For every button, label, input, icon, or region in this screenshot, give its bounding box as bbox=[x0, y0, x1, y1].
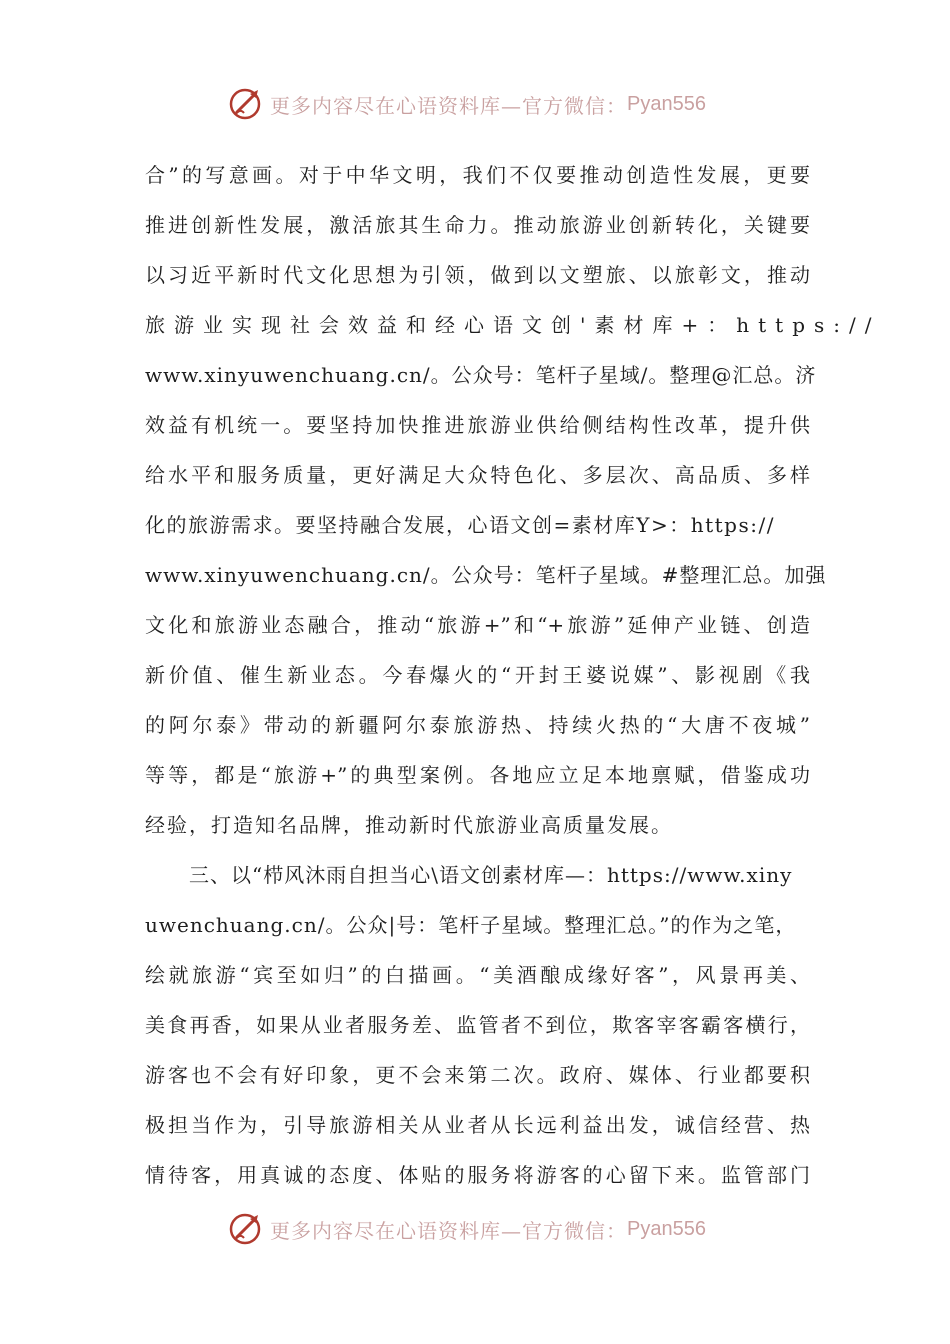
pen-logo-icon bbox=[228, 1211, 264, 1247]
footer-banner bbox=[228, 1207, 748, 1251]
document-body bbox=[145, 150, 881, 1200]
body-line: 等等，都是“旅游+”的典型案例。各地应立足本地禀赋，借鉴成功 bbox=[145, 763, 810, 787]
body-line: 的阿尔泰》带动的新疆阿尔泰旅游热、持续火热的“大唐不夜城” bbox=[145, 713, 810, 737]
pen-logo-icon bbox=[228, 86, 264, 122]
body-line: 情待客，用真诚的态度、体贴的服务将游客的心留下来。监管部门 bbox=[145, 1163, 810, 1187]
body-line: 推进创新性发展，激活旅其生命力。推动旅游业创新转化，关键要 bbox=[145, 213, 810, 237]
body-line: 效益有机统一。要坚持加快推进旅游业供给侧结构性改革，提升供 bbox=[145, 413, 810, 437]
body-line: 新价值、催生新业态。今春爆火的“开封王婆说媒”、影视剧《我 bbox=[145, 663, 810, 687]
header-wechat-id: Pyan556 bbox=[627, 92, 706, 115]
body-line: www.xinyuwenchuang.cn/。公众号：笔杆子星域/。整理@汇总。济 bbox=[145, 363, 817, 387]
footer-wechat-id: Pyan556 bbox=[627, 1217, 706, 1240]
body-line: 化的旅游需求。要坚持融合发展，心语文创=素材库Y>：https:// bbox=[145, 513, 775, 537]
body-line: 旅游业实现社会效益和经心语文创'素材库+：https:// bbox=[145, 313, 881, 337]
body-line: 绘就旅游“宾至如归”的白描画。“美酒酿成缘好客”，风景再美、 bbox=[145, 963, 810, 987]
header-banner bbox=[228, 82, 748, 126]
body-line: 以习近平新时代文化思想为引领，做到以文塑旅、以旅彰文，推动 bbox=[145, 263, 810, 287]
body-line: 极担当作为，引导旅游相关从业者从长远利益出发，诚信经营、热 bbox=[145, 1113, 810, 1137]
header-banner-text: 更多内容尽在心语资料库—官方微信： bbox=[270, 93, 627, 118]
body-line: 游客也不会有好印象，更不会来第二次。政府、媒体、行业都要积 bbox=[145, 1063, 810, 1087]
body-line: 美食再香，如果从业者服务差、监管者不到位，欺客宰客霸客横行， bbox=[145, 1013, 810, 1037]
body-line: 给水平和服务质量，更好满足大众特色化、多层次、高品质、多样 bbox=[145, 463, 810, 487]
body-line: www.xinyuwenchuang.cn/。公众号：笔杆子星域。#整理汇总。加强 bbox=[145, 563, 827, 587]
body-line: uwenchuang.cn/。公众|号：笔杆子星域。整理汇总。”的作为之笔， bbox=[145, 913, 797, 937]
body-line: 合”的写意画。对于中华文明，我们不仅要推动创造性发展，更要 bbox=[145, 163, 810, 187]
section-heading-line: 三、以“栉风沐雨自担当心\语文创素材库—：https://www.xiny bbox=[189, 863, 793, 887]
body-line: 文化和旅游业态融合，推动“旅游+”和“+旅游”延伸产业链、创造 bbox=[145, 613, 810, 637]
body-line: 经验，打造知名品牌，推动新时代旅游业高质量发展。 bbox=[145, 813, 673, 837]
footer-banner-text: 更多内容尽在心语资料库—官方微信： bbox=[270, 1218, 627, 1243]
